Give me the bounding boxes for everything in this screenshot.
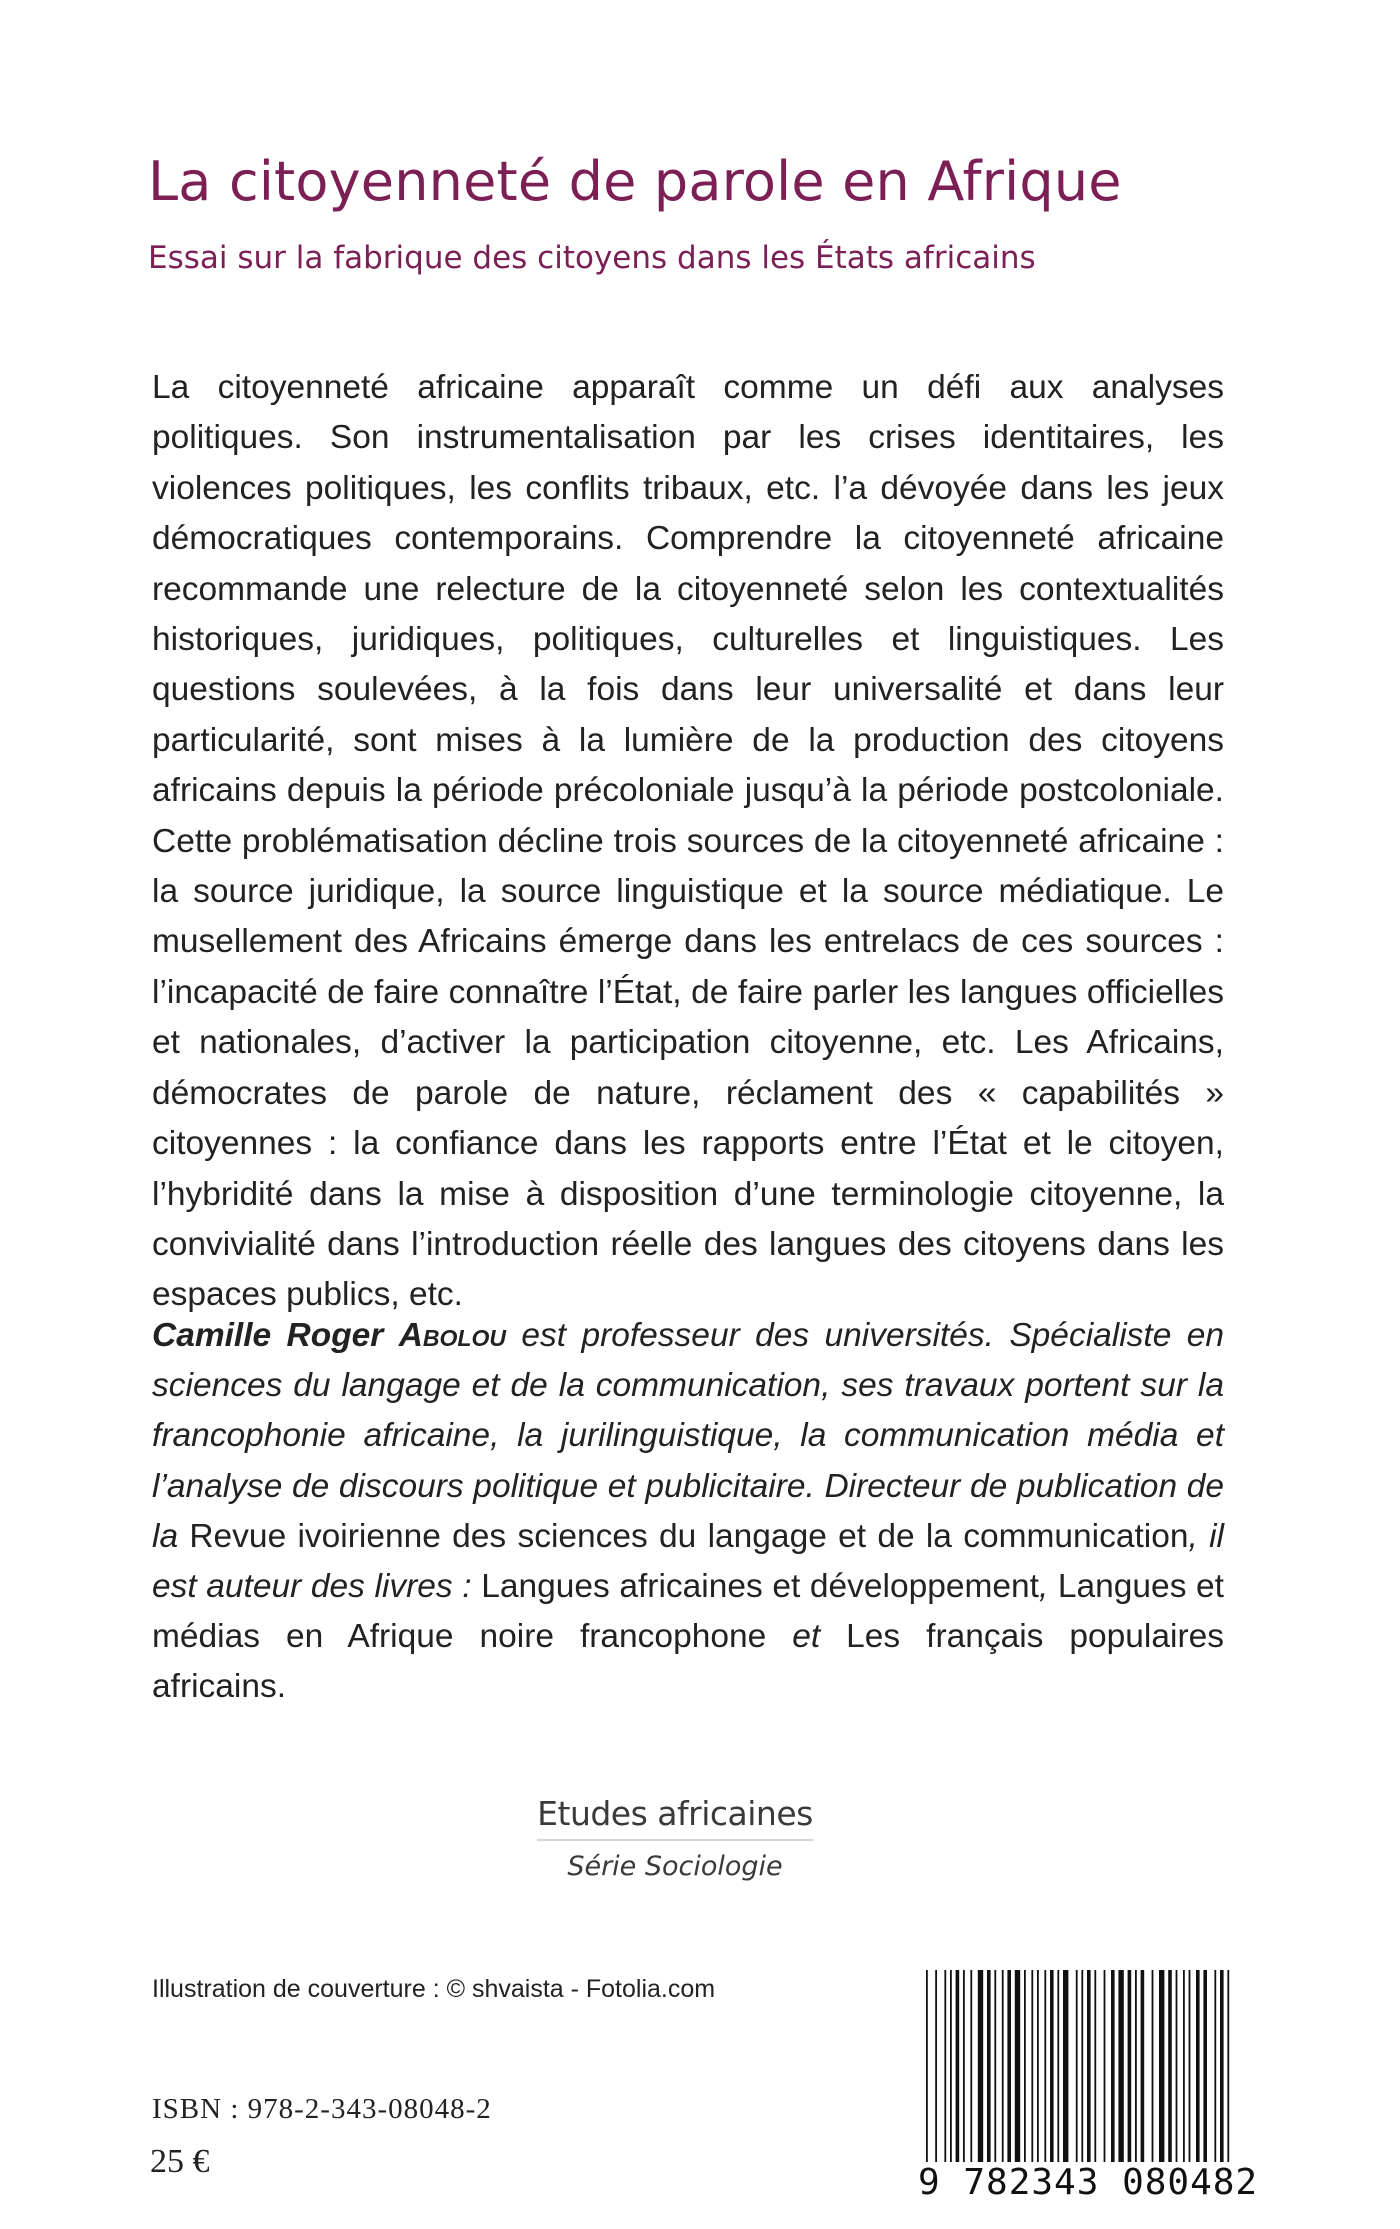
barcode-bar <box>1118 1970 1123 2165</box>
bio-text-2: , il est auteur des livres : <box>152 1517 1224 1606</box>
barcode-bar <box>1220 1970 1224 2165</box>
summary-paragraph: La citoyenneté africaine apparaît comme un défi aux analyses politiques. Son instrumentalisation par les crises identitaires, les violences politiques, les conflits tribaux, etc. l’a dévoyée dans les jeux démocratiques contemporains. Comprendre la citoyenneté africaine recommande une relecture de la citoyenneté selon les contextualités historiques, juridiques, politiques, culturelles et linguistiques. Les questions soulevées, à la fois dans leur universalité et dans leur particularité, sont mises à la lumière de la production des citoyens africains depuis la période précoloniale jusqu’à la période postcoloniale. Cette problématisation décline trois sources de la citoyenneté africaine : la source juridique, la source linguistique et la source médiatique. Le musellement des Africains émerge dans les entrelacs de ces sources : l’incapacité de faire connaître l’État, de faire parler les langues officielles et nationales, d’activer la participation citoyenne, etc. Les Africains, démocrates de parole de nature, réclament des « capabilités » citoyennes : la confiance dans les rapports entre l’État et le citoyen, l’hybridité dans la mise à disposition d’une terminologie citoyenne, la convivialité dans l’introduction réelle des langues des citoyens dans les espaces publics, etc. <box>152 369 1224 1314</box>
barcode-bar <box>926 1970 928 2165</box>
barcode-bar <box>963 1970 965 2165</box>
barcode-bar <box>1141 1970 1145 2165</box>
journal-title: Revue ivoirienne des sciences du langage et de la communication <box>189 1517 1189 1555</box>
bio-end: . <box>276 1668 287 1706</box>
barcode-bar <box>1189 1970 1191 2165</box>
barcode-bar <box>1024 1970 1026 2165</box>
barcode-bar <box>1087 1970 1091 2165</box>
isbn: ISBN : 978-2-343-08048-2 <box>152 2093 492 2125</box>
barcode-bar <box>1044 1970 1046 2165</box>
price: 25 € <box>150 2143 210 2180</box>
barcode-bar <box>1111 1970 1115 2165</box>
book-reference-1: Langues africaines et développement <box>481 1568 1039 1606</box>
barcode-bar <box>950 1970 952 2165</box>
barcode-bar <box>978 1970 983 2165</box>
bio-text-1: est professeur des universités. Spécialiste en sciences du langage et de la communication, ses travaux portent sur la francophonie africaine, la jurilinguistique, la communication média et l’analyse de discours politique et publicitaire. Directeur de publication de la <box>152 1317 1224 1555</box>
barcode-bar <box>1002 1970 1004 2165</box>
author-last-name: Abolou <box>398 1317 506 1354</box>
barcode-bar <box>1057 1970 1059 2165</box>
barcode-bar <box>1031 1970 1033 2165</box>
barcode-bar <box>994 1970 996 2165</box>
barcode-bar <box>1063 1970 1068 2165</box>
barcode-bar <box>1152 1970 1154 2165</box>
barcode-bars <box>918 1970 1240 2165</box>
illustration-credit: Illustration de couverture : © shvaista - Fotolia.com <box>152 1975 716 2003</box>
barcode-bar <box>1050 1970 1054 2165</box>
barcode-bar <box>956 1970 960 2165</box>
book-reference-3: Les français populaires africains <box>152 1618 1224 1706</box>
barcode-bar <box>944 1970 946 2165</box>
barcode <box>918 1970 1259 2203</box>
barcode-bar <box>1081 1970 1083 2165</box>
book-subtitle: Essai sur la fabrique des citoyens dans les États africains <box>148 240 1036 276</box>
barcode-bar <box>1159 1970 1164 2165</box>
barcode-bar <box>987 1970 991 2165</box>
series-block <box>520 1794 830 1882</box>
barcode-bar <box>970 1970 972 2165</box>
book-title: La citoyenneté de parole en Afrique <box>148 150 1122 213</box>
barcode-bar <box>1076 1970 1078 2165</box>
barcode-bar <box>1015 1970 1020 2165</box>
author-first-name: Camille Roger <box>152 1317 399 1354</box>
series-name: Etudes africaines <box>537 1794 813 1841</box>
barcode-bar <box>935 1970 937 2165</box>
book-reference-2: Langues et médias en Afrique noire francophone <box>152 1568 1224 1656</box>
barcode-bar <box>1037 1970 1039 2165</box>
bio-separator-2: et <box>766 1618 847 1656</box>
barcode-bar <box>1168 1970 1172 2165</box>
barcode-bar <box>1227 1970 1229 2165</box>
barcode-bar <box>1214 1970 1216 2165</box>
barcode-digits: 9 782343 080482 <box>918 2162 1259 2203</box>
barcode-bar <box>1203 1970 1207 2165</box>
barcode-bar <box>1176 1970 1178 2165</box>
author-bio <box>152 1311 1224 1713</box>
barcode-bar <box>1183 1970 1185 2165</box>
barcode-bar <box>1104 1970 1106 2165</box>
barcode-bar <box>1007 1970 1011 2165</box>
barcode-bar <box>1128 1970 1132 2165</box>
bio-separator-1: , <box>1038 1568 1058 1606</box>
barcode-bar <box>1094 1970 1096 2165</box>
barcode-bar <box>1196 1970 1200 2165</box>
series-subtitle: Série Sociologie <box>567 1851 783 1882</box>
barcode-bar <box>1135 1970 1137 2165</box>
